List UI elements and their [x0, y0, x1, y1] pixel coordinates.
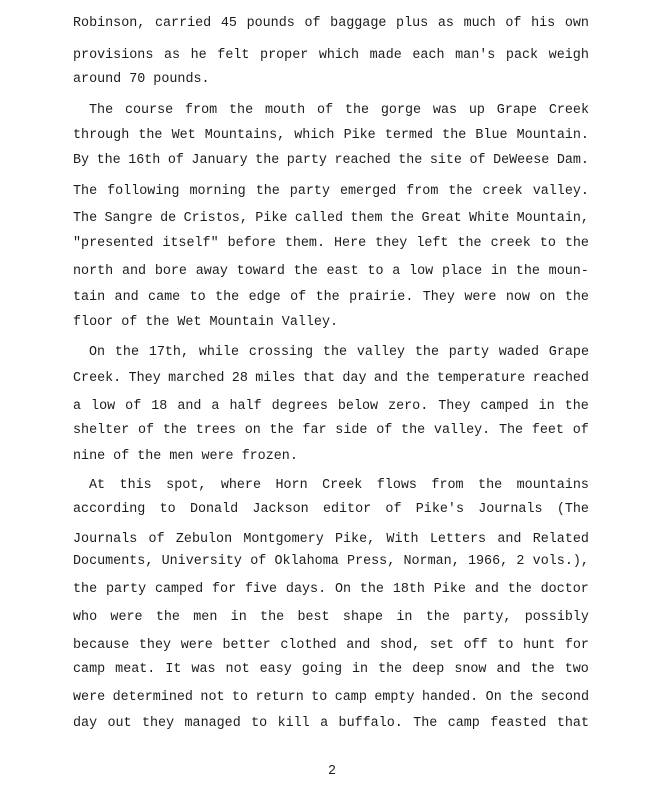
text-line: The course from the mouth of the gorge was up Grape Creek	[89, 103, 589, 118]
text-line: north and bore away toward the east to a low place in the moun-	[73, 264, 589, 279]
text-line: who were the men in the best shape in the party, possibly	[73, 610, 589, 625]
text-line: floor of the Wet Mountain Valley.	[73, 315, 339, 330]
text-line: were determined not to return to camp empty handed. On the second	[73, 690, 589, 705]
text-line: By the 16th of January the party reached the site of DeWeese Dam.	[73, 153, 589, 168]
page-number: 2	[327, 764, 337, 779]
text-line: Robinson, carried 45 pounds of baggage plus as much of his own	[73, 16, 589, 31]
text-line: Creek. They marched 28 miles that day and the temperature reached	[73, 371, 589, 386]
text-line: a low of 18 and a half degrees below zero. They camped in the	[73, 399, 589, 414]
text-line: Documents, University of Oklahoma Press, Norman, 1966, 2 vols.),	[73, 554, 589, 569]
text-line: through the Wet Mountains, which Pike termed the Blue Mountain.	[73, 128, 589, 143]
text-line: At this spot, where Horn Creek flows from the mountains	[89, 478, 589, 493]
text-line: On the 17th, while crossing the valley the party waded Grape	[89, 345, 589, 360]
text-line: according to Donald Jackson editor of Pike's Journals (The	[73, 502, 589, 517]
text-line: around 70 pounds.	[73, 72, 210, 87]
text-line: provisions as he felt proper which made each man's pack weigh	[73, 48, 589, 63]
text-line: because they were better clothed and shod, set off to hunt for	[73, 638, 589, 653]
text-line: shelter of the trees on the far side of the valley. The feet of	[73, 423, 589, 438]
text-line: the party camped for five days. On the 18th Pike and the doctor	[73, 582, 589, 597]
text-line: day out they managed to kill a buffalo. The camp feasted that	[73, 716, 589, 731]
text-line: The Sangre de Cristos, Pike called them the Great White Mountain,	[73, 211, 589, 226]
text-line: The following morning the party emerged from the creek valley.	[73, 184, 589, 199]
text-line: "presented itself" before them. Here they left the creek to the	[73, 236, 589, 251]
text-line: tain and came to the edge of the prairie. They were now on the	[73, 290, 589, 305]
text-line: nine of the men were frozen.	[73, 449, 298, 464]
text-line: Journals of Zebulon Montgomery Pike, With Letters and Related	[73, 532, 589, 547]
text-line: camp meat. It was not easy going in the deep snow and the two	[73, 662, 589, 677]
